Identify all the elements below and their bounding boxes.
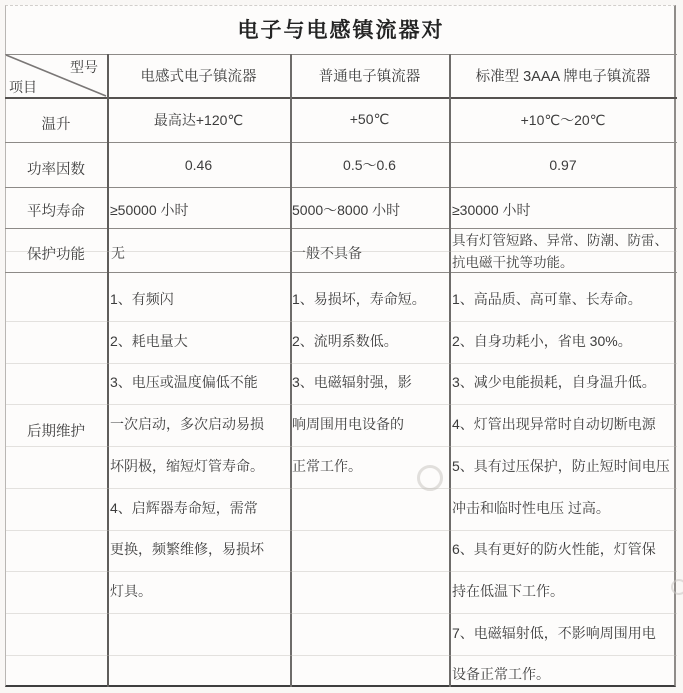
cell-temp-rise-2: +50℃ <box>349 111 390 127</box>
text-line: 灯具。 <box>110 582 152 599</box>
text-line: 2、自身功耗小，省电 30%。 <box>452 332 632 349</box>
text-line: 更换，频繁维修，易损坏 <box>110 541 264 558</box>
cell-power-factor-2: 0.5～0.6 <box>343 156 396 173</box>
row-label-protection: 保护功能 <box>27 247 85 263</box>
cell-power-factor-3: 0.97 <box>549 156 577 173</box>
cell-avg-life-2: 5000～8000 小时 <box>292 202 401 218</box>
row-rule <box>5 187 677 188</box>
faint-gridline <box>5 321 677 322</box>
text-line: 一次启动，多次启动易损 <box>110 416 264 433</box>
cell-avg-life-1: ≥50000 小时 <box>110 202 189 218</box>
text-line: 4、启辉器寿命短，需常 <box>110 499 258 516</box>
text-line: 3、电压或温度偏低不能 <box>110 374 258 391</box>
cell-maintenance-2 <box>292 271 448 488</box>
row-label-power-factor: 功率因数 <box>27 162 85 178</box>
text-line: 响周围用电设备的 <box>292 416 404 433</box>
faint-gridline <box>5 488 677 489</box>
corner-label-item: 项目 <box>9 79 37 95</box>
text-line: 2、耗电量大 <box>110 332 188 349</box>
page-title: 电子与电感镇流器对 <box>237 19 445 42</box>
text-line: 5、具有过压保护，防止短时间电压 <box>452 457 670 474</box>
text-line: 1、有频闪 <box>110 291 174 307</box>
cell-protection-2: 一般不具备 <box>292 245 362 261</box>
watermark-circle-small <box>671 579 683 595</box>
cell-temp-rise-1: 最高达+120℃ <box>153 111 244 128</box>
text-line: 坏阴极，缩短灯管寿命。 <box>110 457 264 474</box>
faint-gridline <box>5 363 677 364</box>
text-line: 抗电磁干扰等功能。 <box>452 254 574 270</box>
text-line: 冲击和临时性电压 过高。 <box>452 499 610 516</box>
faint-gridline <box>5 613 677 614</box>
cell-maintenance-3 <box>452 271 678 693</box>
column-header-standard: 标准型 3AAA 牌电子镇流器 <box>475 69 651 85</box>
faint-gridline <box>5 530 677 531</box>
text-line: 持在低温下工作。 <box>452 582 564 599</box>
faint-gridline <box>5 655 677 656</box>
text-line: 2、流明系数低。 <box>292 332 398 349</box>
row-label-avg-life: 平均寿命 <box>27 204 85 220</box>
corner-label-model: 型号 <box>70 59 98 75</box>
text-line: 3、电磁辐射强，影 <box>292 374 412 391</box>
text-line: 正常工作。 <box>292 457 362 474</box>
faint-gridline <box>5 446 677 447</box>
cell-maintenance-1 <box>110 271 289 613</box>
cell-power-factor-1: 0.46 <box>184 156 213 173</box>
row-label-temp-rise: 温升 <box>41 117 71 133</box>
faint-gridline <box>5 251 677 252</box>
column-header-ordinary: 普通电子镇流器 <box>318 69 421 85</box>
text-line: 6、具有更好的防火性能，灯管保 <box>452 541 656 558</box>
cell-protection-1: 无 <box>111 245 125 261</box>
cell-avg-life-3: ≥30000 小时 <box>452 202 531 218</box>
text-line: 设备正常工作。 <box>452 666 550 683</box>
text-line: 3、减少电能损耗，自身温升低。 <box>452 374 656 391</box>
column-header-inductive: 电感式电子镇流器 <box>140 69 257 85</box>
faint-gridline <box>5 404 677 405</box>
row-label-maintenance: 后期维护 <box>27 424 85 440</box>
text-line: 1、高品质、高可靠、长寿命。 <box>452 291 642 307</box>
text-line: 1、易损坏，寿命短。 <box>292 291 426 307</box>
text-line: 4、灯管出现异常时自动切断电源 <box>452 416 656 433</box>
faint-gridline <box>5 571 677 572</box>
row-rule <box>5 228 677 229</box>
text-line: 具有灯管短路、异常、防潮、防雷、 <box>452 233 668 248</box>
cell-temp-rise-3: +10℃～20℃ <box>520 111 606 128</box>
text-line: 7、电磁辐射低，不影响周围用电 <box>452 624 656 641</box>
